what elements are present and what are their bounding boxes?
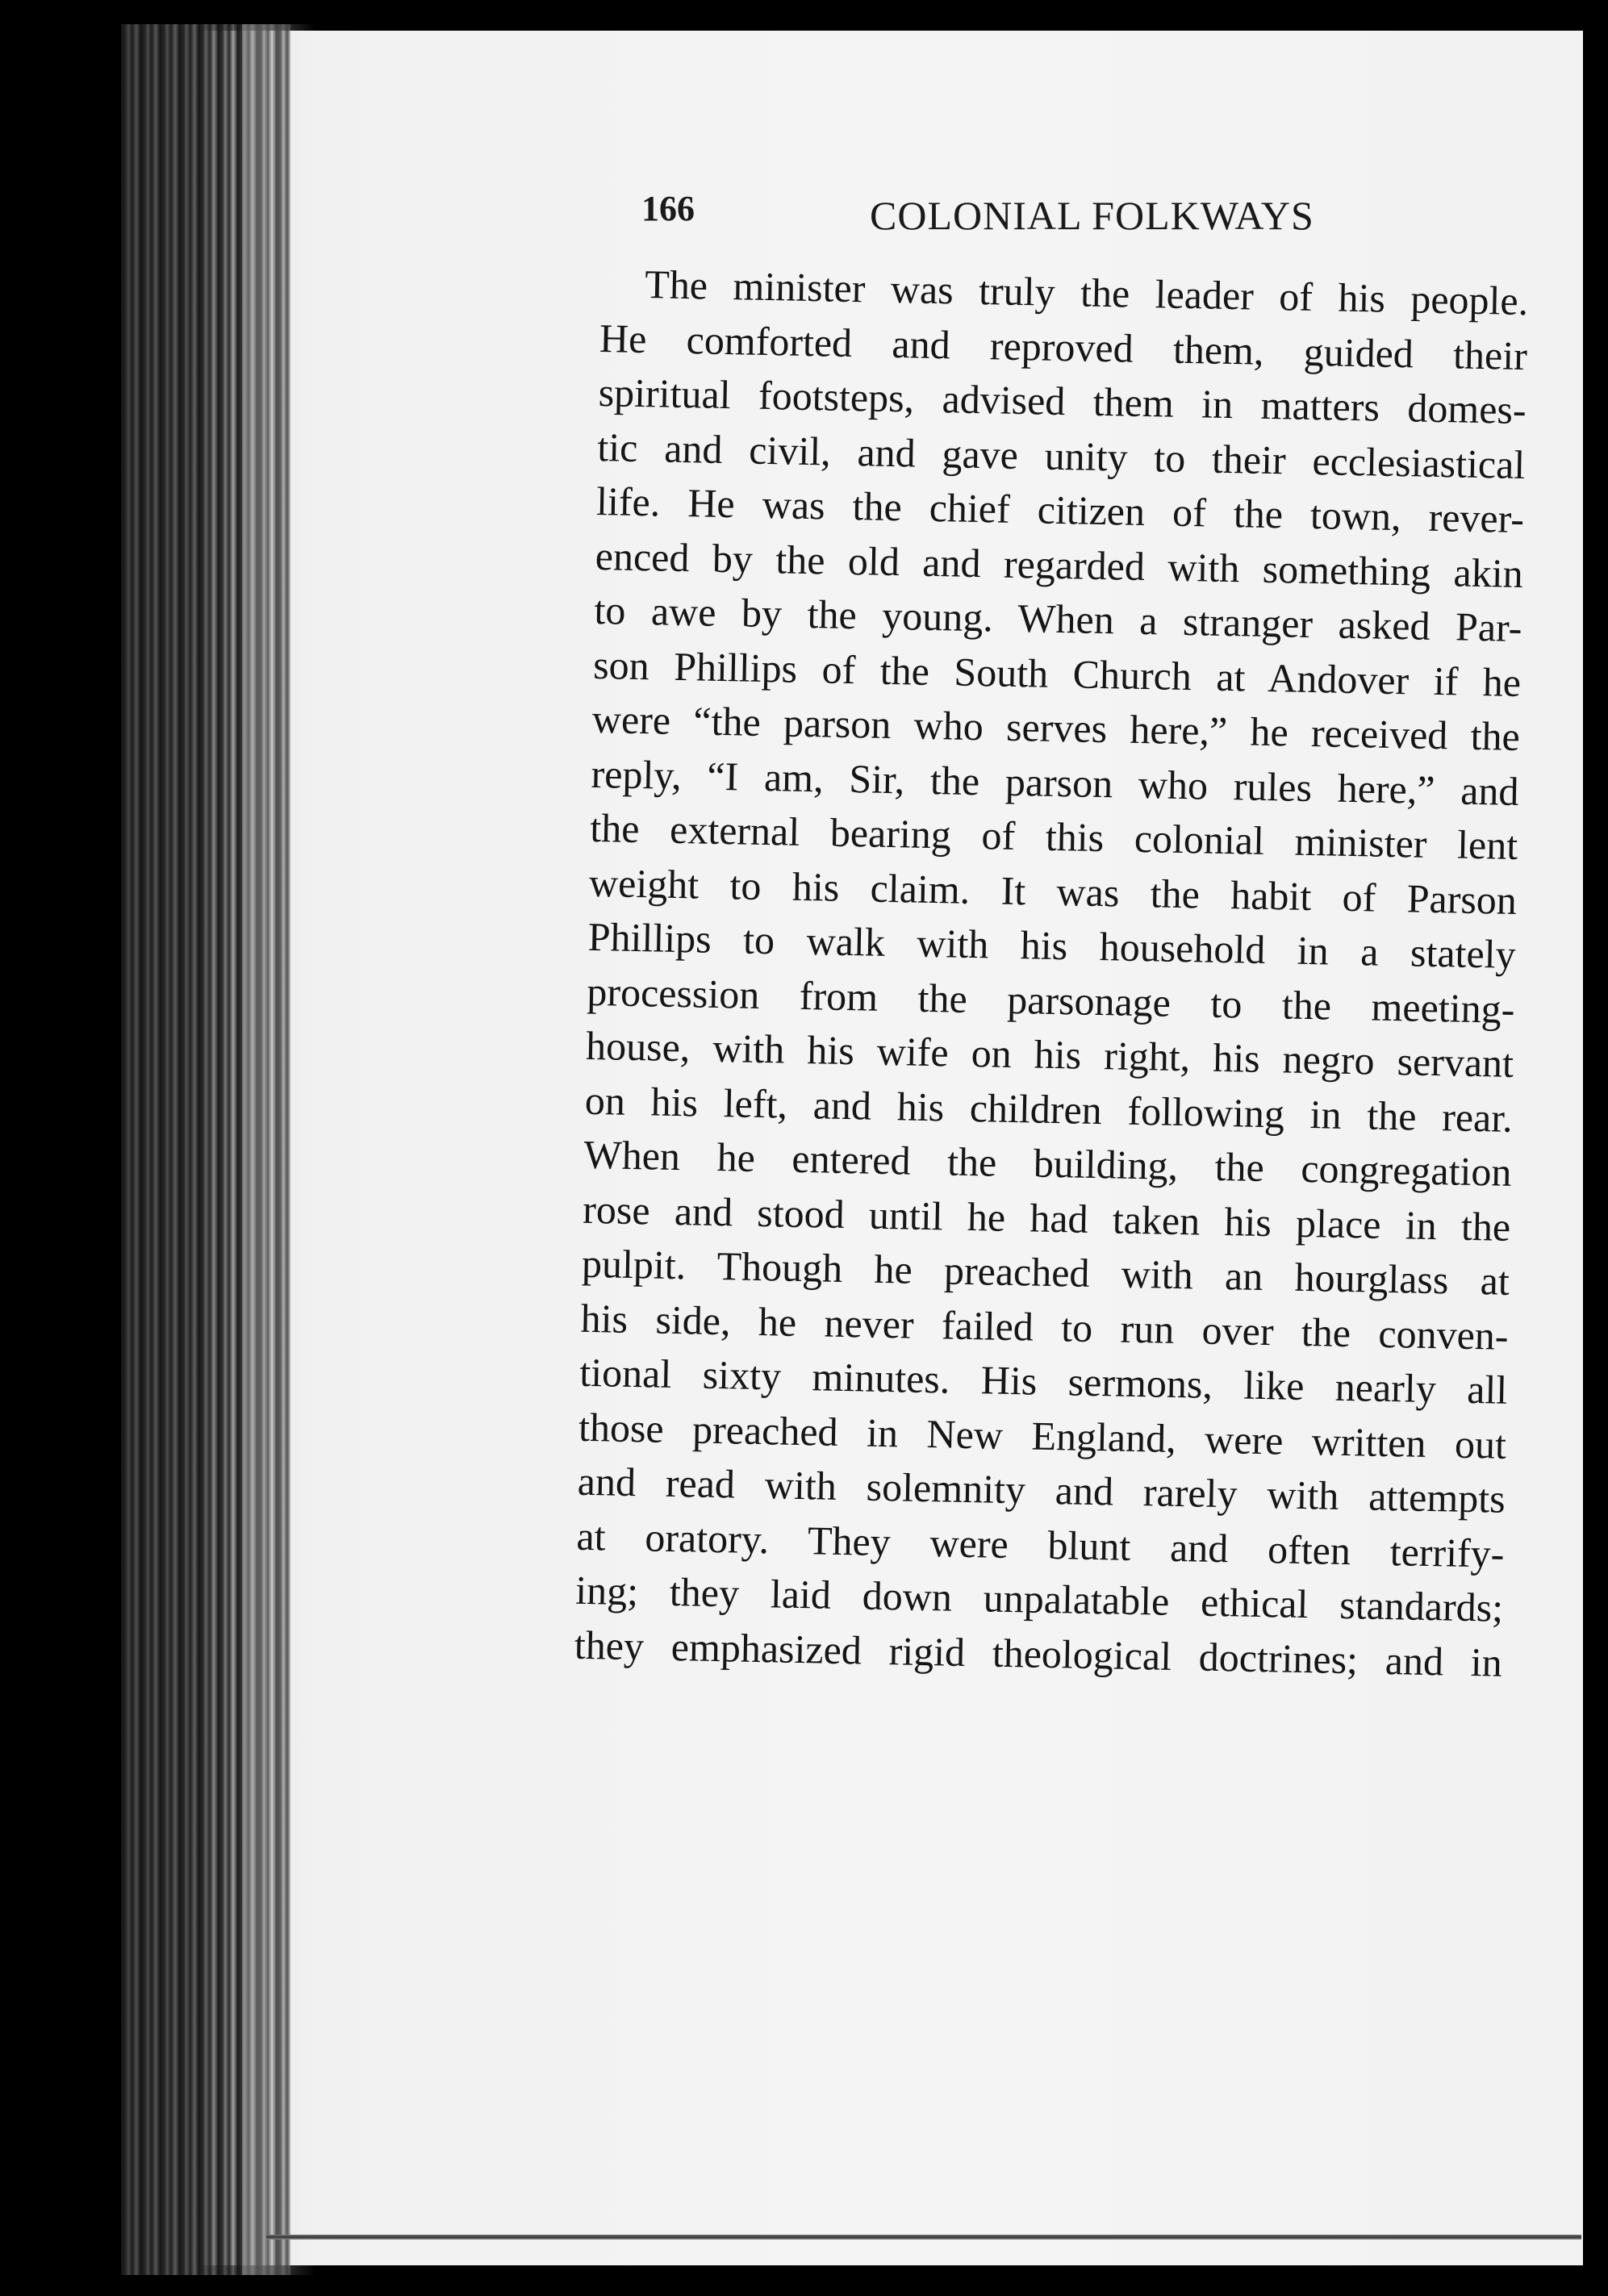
text-line: spiritual footsteps, advised them in matters domes- (598, 369, 1527, 433)
text-line: pulpit. Though he preached with an hourglass at (581, 1240, 1510, 1304)
text-line: He comforted and reproved them, guided their (599, 315, 1528, 378)
text-line: were “the parson who serves here,” he received the (591, 695, 1521, 759)
text-line: and read with solemnity and rarely with attempts (577, 1458, 1506, 1522)
running-head: COLONIAL FOLKWAYS (870, 193, 1314, 238)
text-line: the external bearing of this colonial minister lent (589, 804, 1518, 868)
text-line: at oratory. They were blunt and often terrify- (576, 1513, 1505, 1576)
text-line: on his left, and his children following in the rear. (584, 1077, 1514, 1141)
text-line: tic and civil, and gave unity to their ecclesiastical (596, 424, 1526, 487)
text-line: weight to his claim. It was the habit of Parson (588, 859, 1518, 923)
text-line: rose and stood until he had taken his place in the (582, 1186, 1511, 1250)
text-line: house, with his wife on his right, his negro servant (585, 1022, 1514, 1086)
body-text (574, 257, 1528, 1690)
text-line: those preached in New England, were written out (578, 1404, 1507, 1467)
text-line: Phillips to walk with his household in a stately (587, 913, 1517, 977)
text-line: procession from the parsonage to the meeting- (586, 968, 1515, 1032)
text-line: reply, “I am, Sir, the parson who rules here,” and (591, 750, 1520, 814)
text-line: enced by the old and regarded with something akin (595, 532, 1524, 596)
text-line: they emphasized rigid theological doctrines; and in (574, 1622, 1503, 1685)
page-number: 166 (641, 189, 695, 228)
text-line: tional sixty minutes. His sermons, like nearly all (578, 1349, 1508, 1413)
text-line: When he entered the building, the congregation (583, 1131, 1512, 1195)
text-line: to awe by the young. When a stranger asked Par- (594, 587, 1522, 650)
text-line: The minister was truly the leader of his people. (644, 261, 1529, 324)
page-foot-rule (266, 2235, 1581, 2240)
text-line: life. He was the chief citizen of the town, rever- (595, 478, 1525, 542)
text-line: his side, he never failed to run over the conven- (580, 1295, 1510, 1359)
text-line: son Phillips of the South Church at Andover if he (592, 641, 1522, 705)
text-line: ing; they laid down unpalatable ethical standards; (574, 1567, 1504, 1630)
gutter-shadow (242, 24, 315, 2275)
